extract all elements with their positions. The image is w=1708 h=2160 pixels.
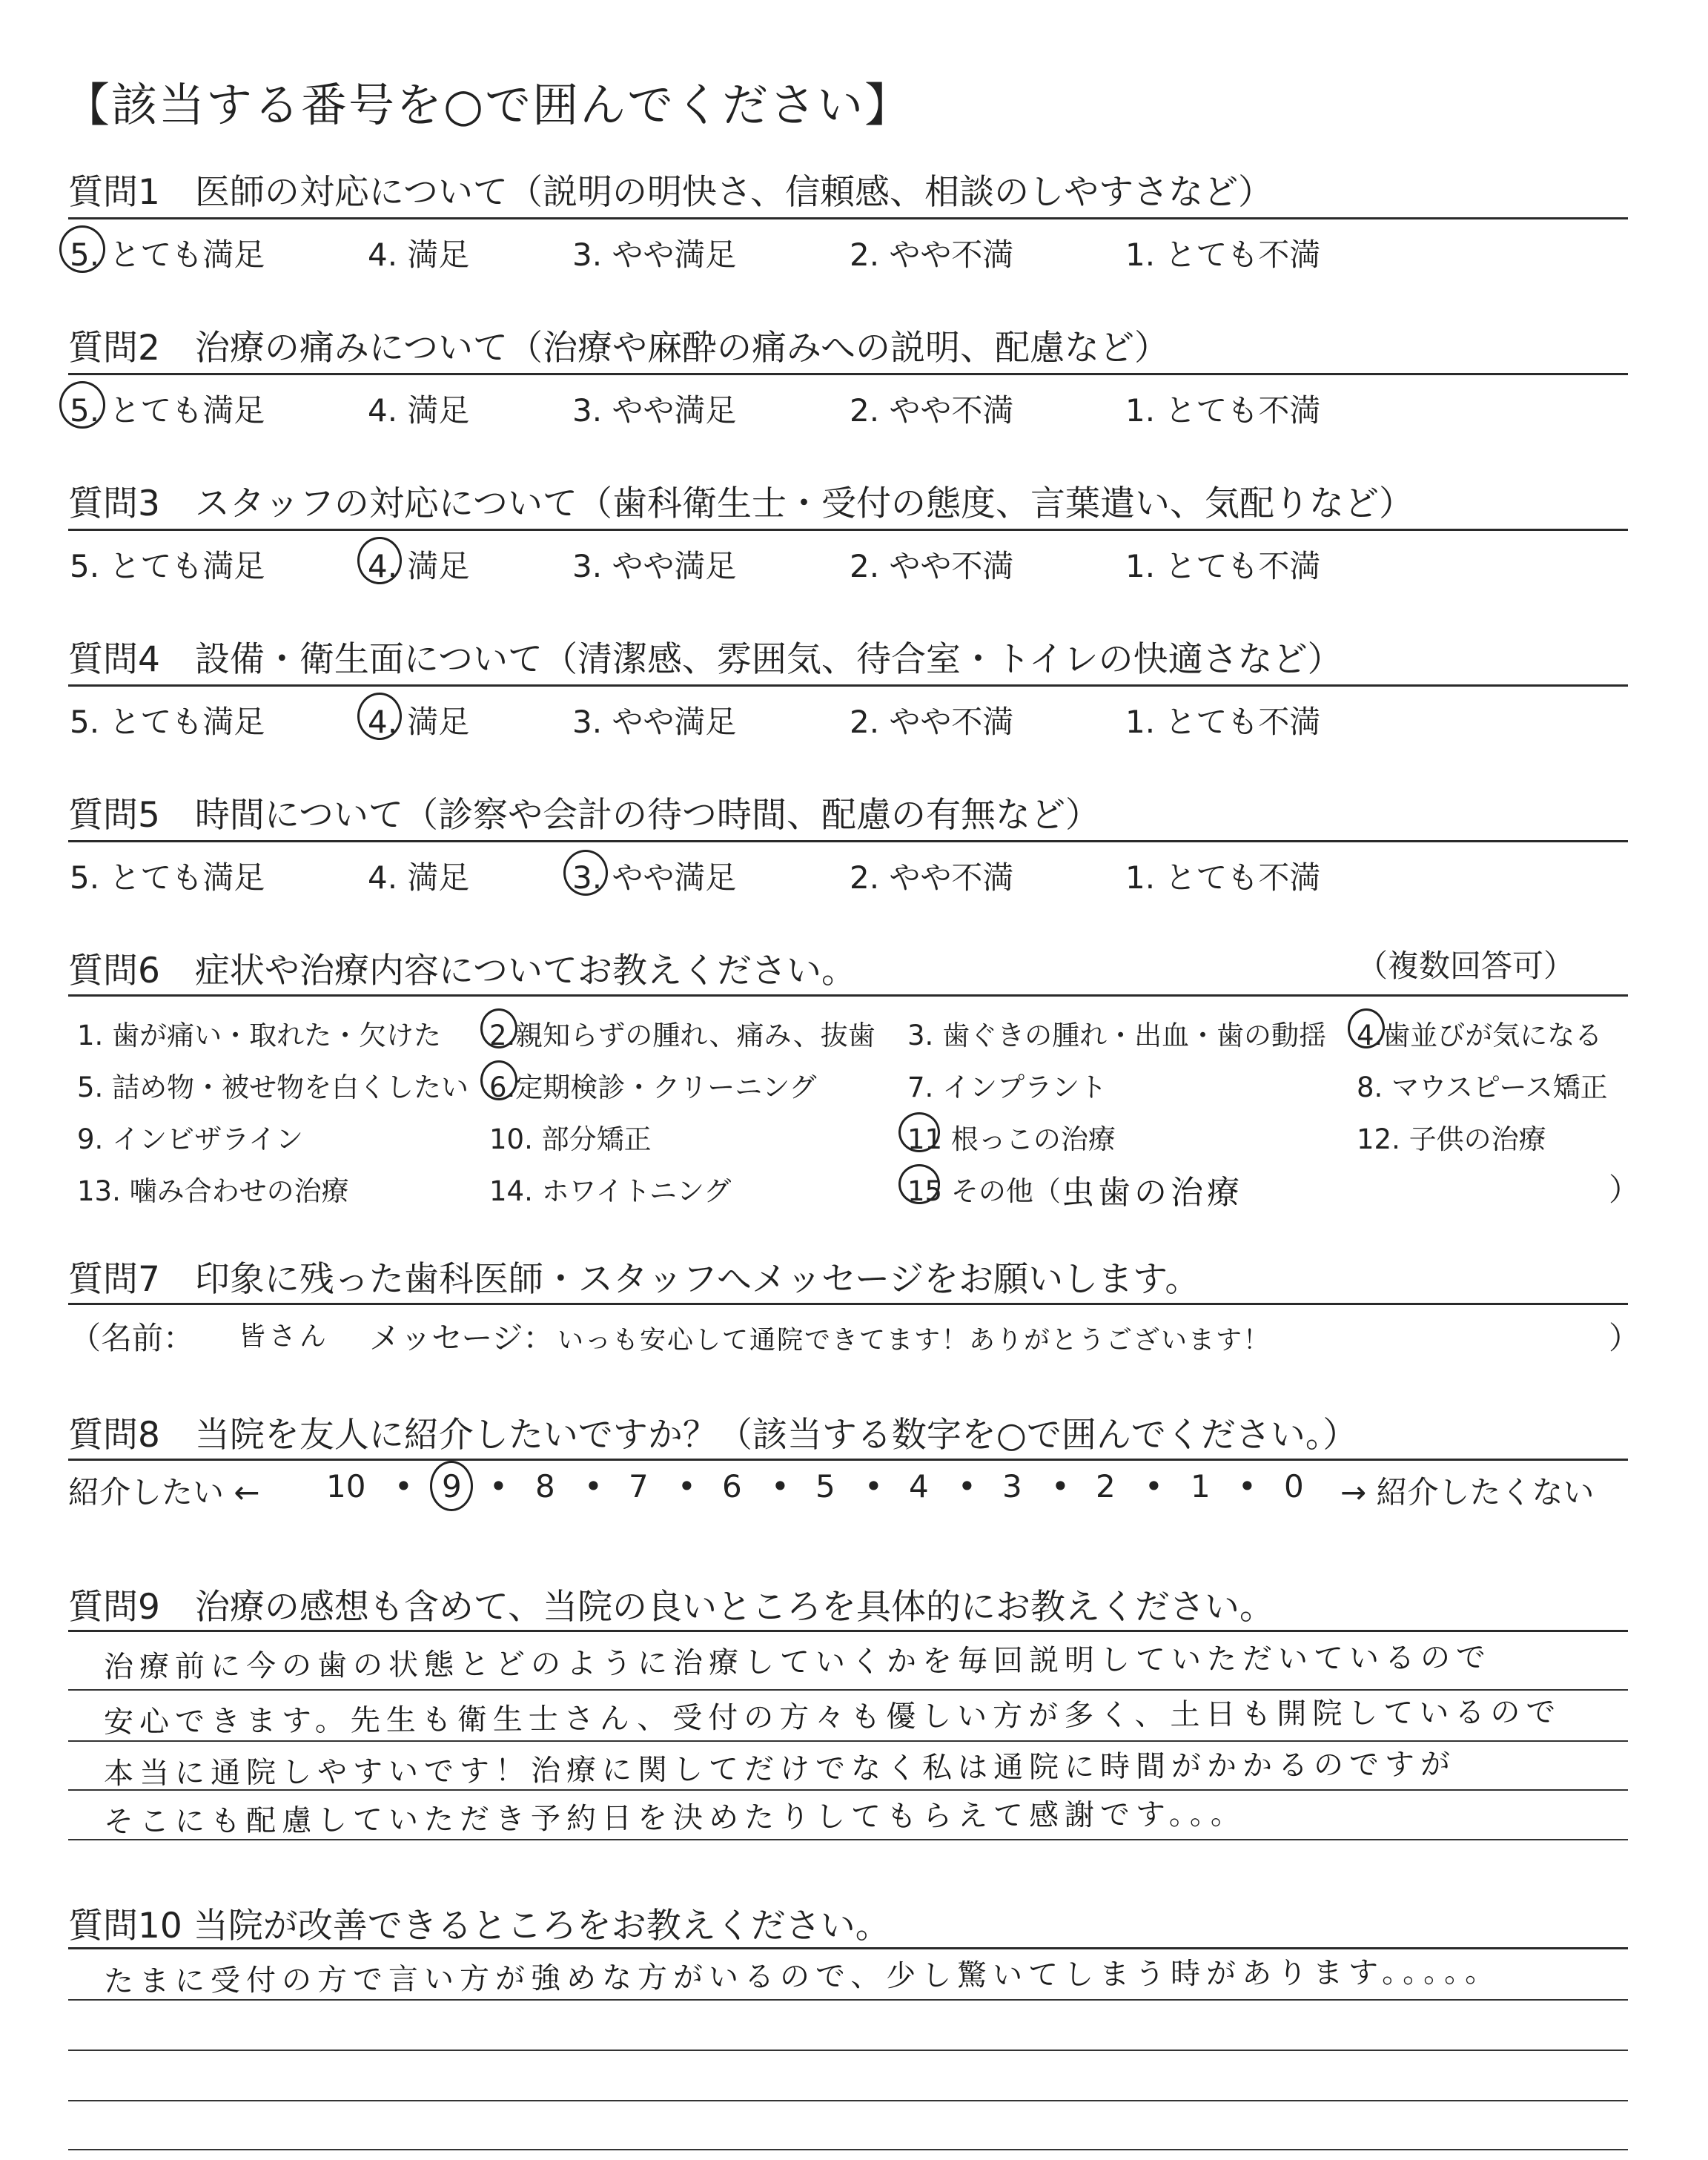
q8-selection-circle [430, 1461, 473, 1511]
question-8-label: 質問8 当院を友人に紹介したいですか？（該当する数字を○で囲んでください。） [68, 1415, 1358, 1456]
q1-option-3[interactable]: 3. やや満足 [572, 237, 737, 273]
q4-option-2[interactable]: 2. やや不満 [850, 704, 1014, 740]
q6-option-5[interactable]: 5. 詰め物・被せ物を白くしたい [77, 1071, 469, 1103]
q8-number-8[interactable]: 8 [535, 1468, 555, 1505]
q2-option-1[interactable]: 1. とても不満 [1125, 392, 1321, 429]
q6-option-6[interactable]: 6.定期検診・クリーニング [489, 1071, 817, 1103]
q2-selection-circle [59, 381, 105, 429]
q6-option-3[interactable]: 3. 歯ぐきの腫れ・出血・歯の動揺 [907, 1020, 1327, 1051]
q4-option-4[interactable]: 4. 満足 [368, 704, 470, 740]
q6-selection-circle-11 [898, 1112, 940, 1152]
q6-selection-circle-4 [1348, 1008, 1385, 1048]
q2-option-3[interactable]: 3. やや満足 [572, 392, 737, 429]
q4-option-1[interactable]: 1. とても不満 [1125, 704, 1321, 740]
q9-answer-line-3: 本当に通院しやすいです！治療に関してだけでなく私は通院に時間がかかるのですが [103, 1747, 1457, 1791]
q8-number-6[interactable]: 6 [722, 1468, 742, 1505]
q9-answer-line-1: 治療前に今の歯の状態とどのように治療していくかを毎回説明していただいているので [103, 1640, 1492, 1685]
question-2-label: 質問2 治療の痛みについて（治療や麻酔の痛みへの説明、配慮など） [68, 328, 1170, 369]
q8-left-label: 紹介したい ← [68, 1474, 260, 1510]
q6-option-12[interactable]: 12. 子供の治療 [1357, 1123, 1546, 1155]
question-7-label: 質問7 印象に残った歯科医師・スタッフへメッセージをお願いします。 [68, 1259, 1200, 1300]
q2-option-2[interactable]: 2. やや不満 [850, 392, 1014, 429]
page-title: 【該当する番号を○で囲んでください】 [64, 78, 913, 132]
question-4-label: 質問4 設備・衛生面について（清潔感、雰囲気、待合室・トイレの快適さなど） [68, 639, 1343, 680]
q8-dot: • [678, 1468, 696, 1505]
q7-message-label: メッセージ： [369, 1320, 555, 1356]
q8-number-9[interactable]: 9 [442, 1468, 462, 1505]
q6-option-8[interactable]: 8. マウスピース矯正 [1357, 1071, 1608, 1103]
q3-option-2[interactable]: 2. やや不満 [850, 548, 1014, 584]
q6-option-7[interactable]: 7. インプラント [907, 1071, 1108, 1103]
q6-option-9[interactable]: 9. インビザライン [77, 1123, 303, 1155]
q6-other-answer: 虫歯の治療 [1062, 1174, 1243, 1212]
question-1-rule [68, 217, 1628, 219]
q9-writing-line [68, 1839, 1628, 1840]
q9-writing-line [68, 1789, 1628, 1791]
q6-option-1[interactable]: 1. 歯が痛い・取れた・欠けた [77, 1020, 442, 1051]
q3-option-1[interactable]: 1. とても不満 [1125, 548, 1321, 584]
q8-number-1[interactable]: 1 [1191, 1468, 1211, 1505]
q1-option-2[interactable]: 2. やや不満 [850, 237, 1014, 273]
q2-option-5[interactable]: 5. とても満足 [70, 392, 265, 429]
q8-dot: • [1051, 1468, 1070, 1505]
q8-dot: • [1238, 1468, 1257, 1505]
q6-option-15[interactable]: 15 その他（ [907, 1175, 1061, 1207]
q5-selection-circle [563, 850, 608, 896]
q9-answer-line-2: 安心できます。先生も衛生士さん、受付の方々も優しい方が多く、土日も開院しているので [103, 1695, 1562, 1740]
q5-option-4[interactable]: 4. 満足 [368, 859, 470, 896]
q8-dot: • [1145, 1468, 1163, 1505]
q6-selection-circle-15 [898, 1164, 940, 1204]
q6-option-2[interactable]: 2.親知らずの腫れ、痛み、抜歯 [489, 1020, 875, 1051]
question-5-rule [68, 840, 1628, 842]
q10-writing-line [68, 2149, 1628, 2150]
q8-dot: • [394, 1468, 413, 1505]
question-3-rule [68, 529, 1628, 531]
q8-dot: • [958, 1468, 976, 1505]
q1-selection-circle [59, 225, 105, 273]
question-4-rule [68, 684, 1628, 687]
q5-option-2[interactable]: 2. やや不満 [850, 859, 1014, 896]
q8-number-3[interactable]: 3 [1002, 1468, 1022, 1505]
q4-option-3[interactable]: 3. やや満足 [572, 704, 737, 740]
q8-dot: • [584, 1468, 603, 1505]
q6-option-4[interactable]: 4.歯並びが気になる [1357, 1020, 1603, 1051]
q4-selection-circle [357, 693, 402, 740]
q6-option-13[interactable]: 13. 噛み合わせの治療 [77, 1175, 349, 1207]
question-3-label: 質問3 スタッフの対応について（歯科衛生士・受付の態度、言葉遣い、気配りなど） [68, 483, 1414, 524]
q7-message-value: いっも安心して通院できてます！ありがとうございます！ [557, 1326, 1271, 1355]
q8-dot: • [771, 1468, 790, 1505]
q8-number-5[interactable]: 5 [815, 1468, 835, 1505]
q6-selection-circle-2 [480, 1008, 517, 1048]
q6-selection-circle-6 [480, 1060, 517, 1100]
q8-right-label: → 紹介したくない [1340, 1474, 1595, 1510]
q8-number-10[interactable]: 10 [326, 1468, 366, 1505]
q6-other-close-paren: ） [1609, 1172, 1641, 1208]
question-8-rule [68, 1459, 1628, 1461]
q3-option-4[interactable]: 4. 満足 [368, 548, 470, 584]
q10-writing-line [68, 1999, 1628, 2001]
q3-option-5[interactable]: 5. とても満足 [70, 548, 265, 584]
q5-option-5[interactable]: 5. とても満足 [70, 859, 265, 896]
question-1-label: 質問1 医師の対応について（説明の明快さ、信頼感、相談のしやすさなど） [68, 172, 1274, 213]
multiple-answers-note: （複数回答可） [1357, 948, 1575, 984]
q3-selection-circle [357, 537, 402, 584]
question-10-label: 質問10 当院が改善できるところをお教えください。 [68, 1906, 890, 1946]
question-9-rule [68, 1630, 1628, 1632]
question-2-rule [68, 373, 1628, 375]
q6-option-11[interactable]: 11 根っこの治療 [907, 1123, 1116, 1155]
question-9-label: 質問9 治療の感想も含めて、当院の良いところを具体的にお教えください。 [68, 1587, 1274, 1628]
q7-close-paren: ） [1609, 1320, 1641, 1356]
question-5-label: 質問5 時間について（診察や会計の待つ時間、配慮の有無など） [68, 795, 1100, 836]
question-6-rule [68, 994, 1628, 997]
q10-writing-line [68, 2050, 1628, 2051]
q8-number-0[interactable]: 0 [1284, 1468, 1304, 1505]
q10-writing-line [68, 2100, 1628, 2101]
q8-number-2[interactable]: 2 [1096, 1468, 1116, 1505]
q2-option-4[interactable]: 4. 満足 [368, 392, 470, 429]
q6-option-14[interactable]: 14. ホワイトニング [489, 1175, 732, 1207]
q9-answer-line-4: そこにも配慮していただき予約日を決めたりしてもらえて感謝です。。。 [103, 1797, 1246, 1840]
q6-option-10[interactable]: 10. 部分矯正 [489, 1123, 652, 1155]
q8-dot: • [864, 1468, 883, 1505]
q1-option-5[interactable]: 5. とても満足 [70, 237, 265, 273]
q3-option-3[interactable]: 3. やや満足 [572, 548, 737, 584]
q5-option-3[interactable]: 3. やや満足 [572, 859, 737, 896]
q10-answer-line-1: たまに受付の方で言い方が強めな方がいるので、少し驚いてしまう時があります。。。。。 [103, 1955, 1501, 1999]
q8-number-7[interactable]: 7 [629, 1468, 649, 1505]
q1-option-4[interactable]: 4. 満足 [368, 237, 470, 273]
question-6-label: 質問6 症状や治療内容についてお教えください。 [68, 951, 856, 991]
q1-option-1[interactable]: 1. とても不満 [1125, 237, 1321, 273]
q8-number-4[interactable]: 4 [909, 1468, 929, 1505]
q7-name-value: 皆さん [239, 1321, 331, 1352]
question-7-rule [68, 1303, 1628, 1305]
q7-name-label: （名前： [70, 1320, 195, 1356]
q8-dot: • [489, 1468, 508, 1505]
q5-option-1[interactable]: 1. とても不満 [1125, 859, 1321, 896]
q4-option-5[interactable]: 5. とても満足 [70, 704, 265, 740]
